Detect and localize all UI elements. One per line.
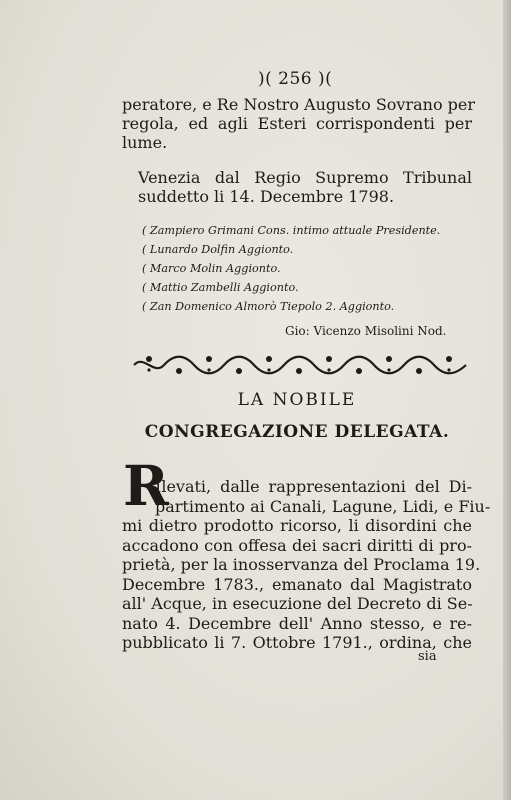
- catchword: sia: [418, 649, 437, 664]
- place-date-paragraph: [138, 168, 472, 206]
- heading-la-nobile: LA NOBILE: [237, 390, 357, 410]
- text-line: Ilevati, dalle rappresentazioni del Di-: [155, 477, 472, 496]
- text-line: peratore, e Re Nostro Augusto Sovrano per: [122, 95, 476, 114]
- signatory: ( Marco Molin Aggionto.: [142, 262, 281, 275]
- text-line: lume.: [122, 133, 168, 152]
- text-line: suddetto li 14. Decembre 1798.: [138, 187, 395, 206]
- text-line: partimento ai Canali, Lagune, Lidi, e Fiu-: [155, 496, 491, 516]
- text-line: nato 4. Decembre dell' Anno stesso, e re-: [122, 613, 472, 633]
- ornamental-divider: [130, 352, 470, 378]
- opening-paragraph: [122, 95, 476, 152]
- text-line: pubblicato li 7. Ottobre 1791., ordina, che: [122, 633, 472, 652]
- body-paragraph: [122, 477, 491, 653]
- heading-congregazione: CONGREGAZIONE DELEGATA.: [144, 422, 450, 442]
- signatory: ( Lunardo Dolfin Aggionto.: [142, 243, 294, 256]
- text-line: regola, ed agli Esteri corrispondenti per: [122, 114, 472, 133]
- text-line: Decembre 1783., emanato dal Magistrato: [122, 574, 472, 594]
- text-line: Venezia dal Regio Supremo Tribunal: [138, 168, 472, 187]
- page-edge: [503, 0, 511, 800]
- text-line: prietà, per la inosservanza del Proclama 19.: [122, 555, 481, 574]
- signatory: ( Zan Domenico Almorò Tiepolo 2. Aggionto.: [142, 300, 395, 313]
- text-line: accadono con offesa dei sacri diritti di pro-: [122, 535, 472, 555]
- page-number: )( 256 )(: [258, 69, 333, 89]
- notary-signature: Gio: Vicenzo Misolini Nod.: [285, 324, 447, 338]
- signatory: ( Mattio Zambelli Aggionto.: [142, 281, 299, 294]
- signatory: ( Zampiero Grimani Cons. intimo attuale Presidente.: [142, 224, 441, 237]
- drop-cap: R: [123, 453, 169, 518]
- text-line: mi dietro prodotto ricorso, li disordini che: [122, 516, 472, 535]
- signatories-list: [142, 221, 472, 316]
- text-line: all' Acque, in esecuzione del Decreto di Se-: [122, 594, 473, 613]
